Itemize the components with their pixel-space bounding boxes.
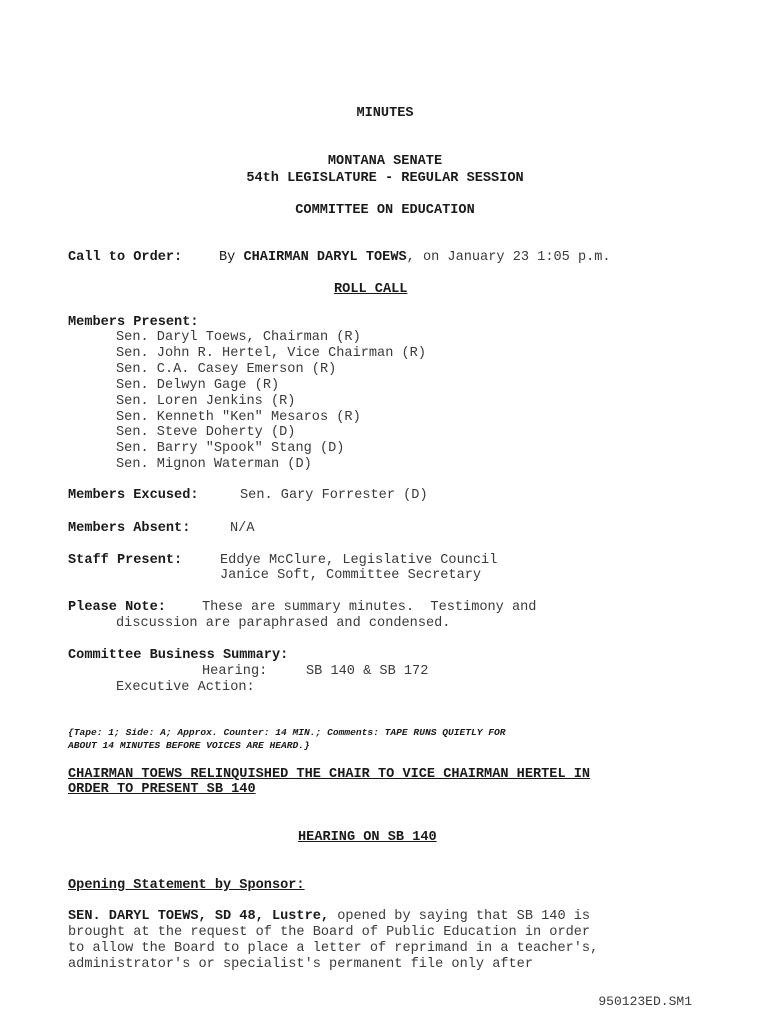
hearing-heading: HEARING ON SB 140 bbox=[298, 830, 437, 845]
relinquish-notice-line-1: CHAIRMAN TOEWS RELINQUISHED THE CHAIR TO VICE CHAIRMAN HERTEL IN bbox=[68, 767, 591, 782]
statement-line: brought at the request of the Board of Public Education in order bbox=[68, 925, 591, 940]
doc-title: MINUTES bbox=[356, 106, 414, 121]
opening-statement-label: Opening Statement by Sponsor: bbox=[68, 878, 305, 893]
member-item: Sen. Steve Doherty (D) bbox=[116, 425, 296, 440]
tape-note-line-1: {Tape: 1; Side: A; Approx. Counter: 14 MIN.; Comments: TAPE RUNS QUIETLY FOR bbox=[68, 727, 506, 738]
page-footer-id: 950123ED.SM1 bbox=[598, 994, 692, 1009]
staff-present-label: Staff Present: bbox=[68, 553, 183, 568]
please-note-text-2: discussion are paraphrased and condensed. bbox=[116, 616, 451, 631]
member-item: Sen. Loren Jenkins (R) bbox=[116, 394, 296, 409]
senate-name: MONTANA SENATE bbox=[327, 154, 443, 169]
members-excused-value: Sen. Gary Forrester (D) bbox=[240, 488, 428, 503]
hearing-value: SB 140 & SB 172 bbox=[306, 664, 429, 679]
chairman-name: CHAIRMAN DARYL TOEWS bbox=[243, 250, 407, 265]
member-item: Sen. C.A. Casey Emerson (R) bbox=[116, 362, 337, 377]
call-to-order-label: Call to Order: bbox=[68, 250, 183, 265]
members-absent-label: Members Absent: bbox=[68, 521, 191, 536]
member-item: Sen. Kenneth "Ken" Mesaros (R) bbox=[116, 410, 361, 425]
statement-line: administrator's or specialist's permanent file only after bbox=[68, 957, 533, 972]
committee-name: COMMITTEE ON EDUCATION bbox=[295, 203, 475, 218]
call-to-order-text: By CHAIRMAN DARYL TOEWS, on January 23 1:05 p.m. bbox=[219, 250, 611, 265]
relinquish-notice-line-2: ORDER TO PRESENT SB 140 bbox=[68, 782, 256, 797]
member-item: Sen. John R. Hertel, Vice Chairman (R) bbox=[116, 346, 426, 361]
member-item: Sen. Delwyn Gage (R) bbox=[116, 378, 280, 393]
business-summary-label: Committee Business Summary: bbox=[68, 648, 289, 663]
roll-call-heading: ROLL CALL bbox=[334, 282, 408, 297]
session-name: 54th LEGISLATURE - REGULAR SESSION bbox=[246, 171, 524, 186]
staff-item: Eddye McClure, Legislative Council bbox=[220, 553, 498, 568]
tape-note-line-2: ABOUT 14 MINUTES BEFORE VOICES ARE HEARD.} bbox=[68, 740, 310, 751]
please-note-text-1: These are summary minutes. Testimony and bbox=[202, 600, 537, 615]
members-present-label: Members Present: bbox=[68, 315, 199, 330]
executive-action-label: Executive Action: bbox=[116, 680, 255, 695]
sponsor-name: SEN. DARYL TOEWS, SD 48, Lustre, bbox=[68, 909, 330, 924]
members-excused-label: Members Excused: bbox=[68, 488, 199, 503]
member-item: Sen. Daryl Toews, Chairman (R) bbox=[116, 330, 361, 345]
member-item: Sen. Mignon Waterman (D) bbox=[116, 457, 312, 472]
hearing-label: Hearing: bbox=[202, 664, 268, 679]
please-note-label: Please Note: bbox=[68, 600, 166, 615]
statement-line-1: SEN. DARYL TOEWS, SD 48, Lustre, opened by saying that SB 140 is bbox=[68, 909, 591, 924]
statement-line: to allow the Board to place a letter of reprimand in a teacher's, bbox=[68, 941, 599, 956]
member-item: Sen. Barry "Spook" Stang (D) bbox=[116, 441, 345, 456]
members-absent-value: N/A bbox=[230, 521, 255, 536]
staff-item: Janice Soft, Committee Secretary bbox=[220, 568, 482, 583]
